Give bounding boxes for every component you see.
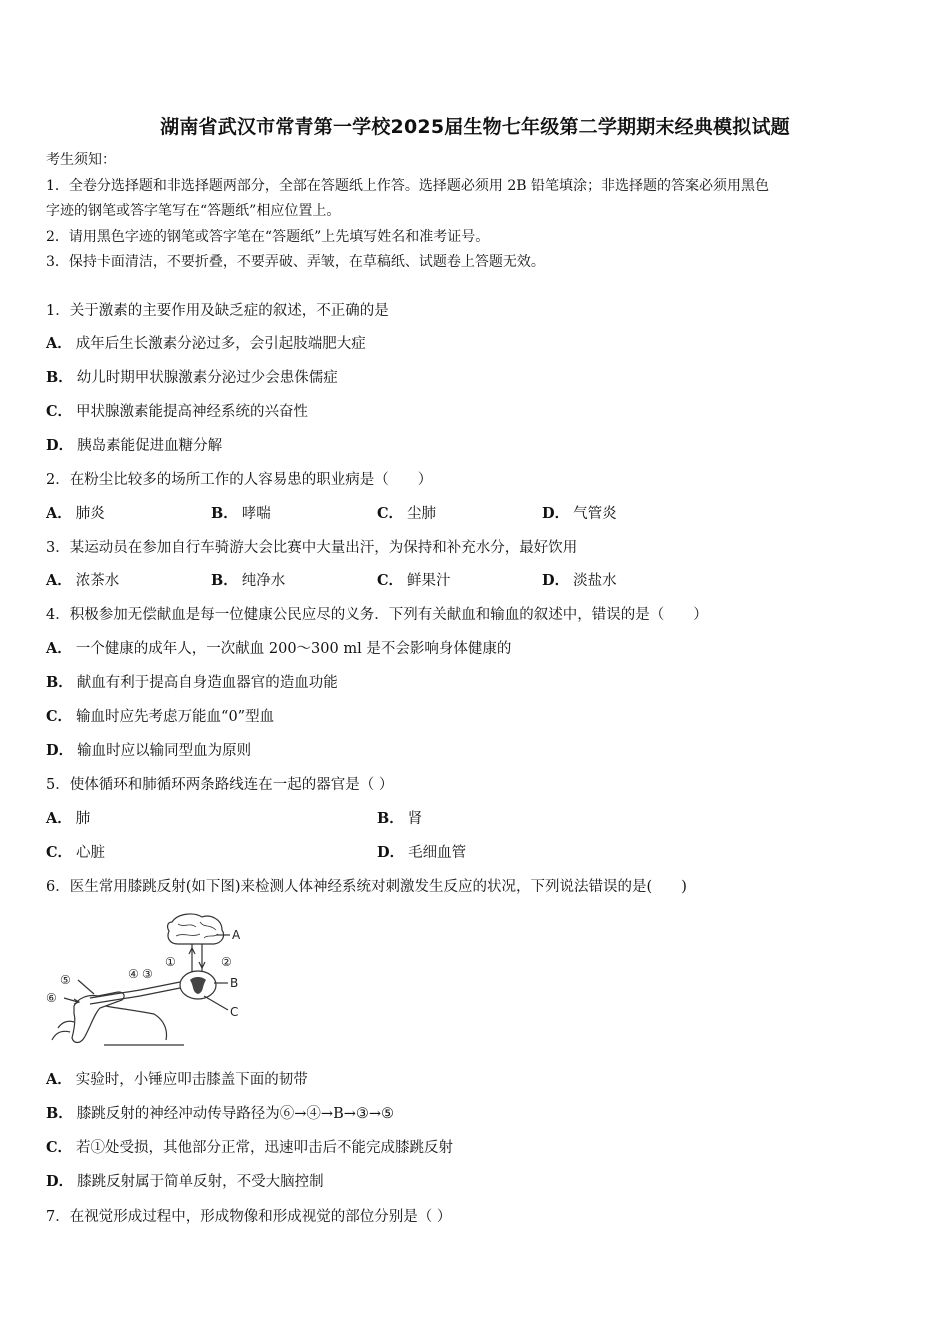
- option-label: C．: [377, 572, 404, 589]
- q7-stem: 7．在视觉形成过程中，形成物像和形成视觉的部位分别是（ ）: [46, 1209, 452, 1225]
- option-label: A．: [46, 335, 72, 352]
- q2-option-d: [542, 504, 617, 524]
- option-text: 若①处受损，其他部分正常，迅速叩击后不能完成膝跳反射: [76, 1140, 454, 1156]
- q5-option-c: [46, 843, 105, 863]
- option-label: B．: [377, 810, 404, 827]
- figure-label-1: ①: [165, 955, 176, 969]
- q4-option-a: [46, 639, 511, 659]
- q1-stem: 1．关于激素的主要作用及缺乏症的叙述，不正确的是: [46, 303, 389, 319]
- figure-label-C: C: [230, 1005, 239, 1019]
- q4-option-c: [46, 707, 274, 727]
- figure-label-5: ⑤: [60, 973, 71, 987]
- option-text: 输血时应先考虑万能血“0”型血: [76, 709, 275, 725]
- option-text: 一个健康的成年人，一次献血 200～300 ml 是不会影响身体健康的: [75, 641, 512, 657]
- option-text: 甲状腺激素能提高神经系统的兴奋性: [76, 404, 309, 420]
- figure-label-B: B: [230, 976, 239, 990]
- option-text: 哮喘: [241, 506, 271, 522]
- figure-label-2: ②: [221, 955, 232, 969]
- option-label: C．: [46, 403, 73, 420]
- q1-option-c: [46, 402, 308, 422]
- option-text: 幼儿时期甲状腺激素分泌过少会患侏儒症: [76, 370, 338, 386]
- option-label: B．: [211, 505, 238, 522]
- option-label: B．: [46, 1105, 73, 1122]
- option-label: C．: [46, 844, 73, 861]
- figure-label-6: ⑥: [46, 991, 57, 1005]
- option-label: D．: [46, 742, 74, 759]
- q6-option-d: [46, 1172, 324, 1192]
- option-text: 淡盐水: [573, 573, 617, 589]
- option-label: D．: [377, 844, 405, 861]
- option-label: B．: [46, 674, 73, 691]
- figure-label-4: ④: [128, 967, 139, 981]
- option-label: A．: [46, 572, 72, 589]
- q2-option-c: [377, 504, 436, 524]
- figure-label-3: ③: [142, 967, 153, 981]
- q5-stem: 5．使体循环和肺循环两条路线连在一起的器官是（ ）: [46, 777, 394, 793]
- q6-option-a: [46, 1070, 308, 1090]
- option-label: B．: [46, 369, 73, 386]
- figure-label-A: A: [232, 928, 241, 942]
- q5-option-a: [46, 809, 90, 829]
- q6-stem: 6．医生常用膝跳反射(如下图)来检测人体神经系统对刺激发生反应的状况，下列说法错误的是( ): [46, 879, 687, 895]
- option-text: 肺炎: [75, 506, 105, 522]
- q3-option-b: [211, 571, 285, 591]
- notice-line-1b: 字迹的钢笔或答字笔写在“答题纸”相应位置上。: [46, 203, 341, 219]
- q6-option-b: [46, 1104, 394, 1124]
- q2-option-a: [46, 504, 105, 524]
- option-text: 心脏: [76, 845, 106, 861]
- q2-stem: 2．在粉尘比较多的场所工作的人容易患的职业病是（ ）: [46, 472, 433, 488]
- q5-option-d: [377, 843, 466, 863]
- option-label: A．: [46, 640, 72, 657]
- option-label: D．: [46, 1173, 74, 1190]
- q3-option-d: [542, 571, 617, 591]
- q1-option-a: [46, 334, 366, 354]
- option-text: 肾: [407, 811, 423, 827]
- q1-option-d: [46, 436, 222, 456]
- option-label: A．: [46, 810, 72, 827]
- option-text: 肺: [75, 811, 91, 827]
- q3-option-c: [377, 571, 451, 591]
- option-text: 实验时，小锤应叩击膝盖下面的韧带: [75, 1072, 308, 1088]
- notice-line-2: 2．请用黑色字迹的钢笔或答字笔在“答题纸”上先填写姓名和准考证号。: [46, 229, 490, 245]
- option-text: 献血有利于提高自身造血器官的造血功能: [76, 675, 338, 691]
- option-label: D．: [46, 437, 74, 454]
- option-text: 成年后生长激素分泌过多，会引起肢端肥大症: [75, 336, 366, 352]
- option-text: 膝跳反射的神经冲动传导路径为⑥→④→B→③→⑤: [76, 1106, 395, 1122]
- option-label: A．: [46, 505, 72, 522]
- q3-option-a: [46, 571, 119, 591]
- option-label: B．: [211, 572, 238, 589]
- exam-title: 湖南省武汉市常青第一学校2025届生物七年级第二学期期末经典模拟试题: [160, 116, 790, 138]
- option-label: D．: [542, 572, 570, 589]
- q2-option-b: [211, 504, 271, 524]
- option-text: 毛细血管: [408, 845, 467, 861]
- knee-jerk-reflex-figure: [44, 910, 244, 1054]
- option-label: C．: [377, 505, 404, 522]
- option-label: C．: [46, 1139, 73, 1156]
- option-text: 尘肺: [407, 506, 437, 522]
- q4-option-b: [46, 673, 338, 693]
- q1-option-b: [46, 368, 338, 388]
- reflex-diagram: [44, 910, 244, 1054]
- option-text: 浓茶水: [75, 573, 120, 589]
- q4-stem: 4．积极参加无偿献血是每一位健康公民应尽的义务．下列有关献血和输血的叙述中，错误的是（ ）: [46, 607, 708, 623]
- notice-heading: 考生须知：: [46, 152, 116, 168]
- option-text: 气管炎: [573, 506, 617, 522]
- option-text: 鲜果汁: [407, 573, 451, 589]
- q4-option-d: [46, 741, 251, 761]
- option-text: 纯净水: [241, 573, 286, 589]
- option-label: A．: [46, 1071, 72, 1088]
- option-text: 胰岛素能促进血糖分解: [77, 438, 223, 454]
- q3-stem: 3．某运动员在参加自行车骑游大会比赛中大量出汗，为保持和补充水分，最好饮用: [46, 540, 578, 556]
- option-text: 输血时应以输同型血为原则: [77, 743, 252, 759]
- option-label: C．: [46, 708, 73, 725]
- q6-option-c: [46, 1138, 453, 1158]
- option-label: D．: [542, 505, 570, 522]
- notice-line-1a: 1．全卷分选择题和非选择题两部分，全部在答题纸上作答。选择题必须用 2B 铅笔填涂；非选择题的答案必须用黑色: [46, 178, 769, 194]
- notice-line-3: 3．保持卡面清洁，不要折叠，不要弄破、弄皱，在草稿纸、试题卷上答题无效。: [46, 254, 545, 270]
- option-text: 膝跳反射属于简单反射，不受大脑控制: [77, 1174, 324, 1190]
- q5-option-b: [377, 809, 422, 829]
